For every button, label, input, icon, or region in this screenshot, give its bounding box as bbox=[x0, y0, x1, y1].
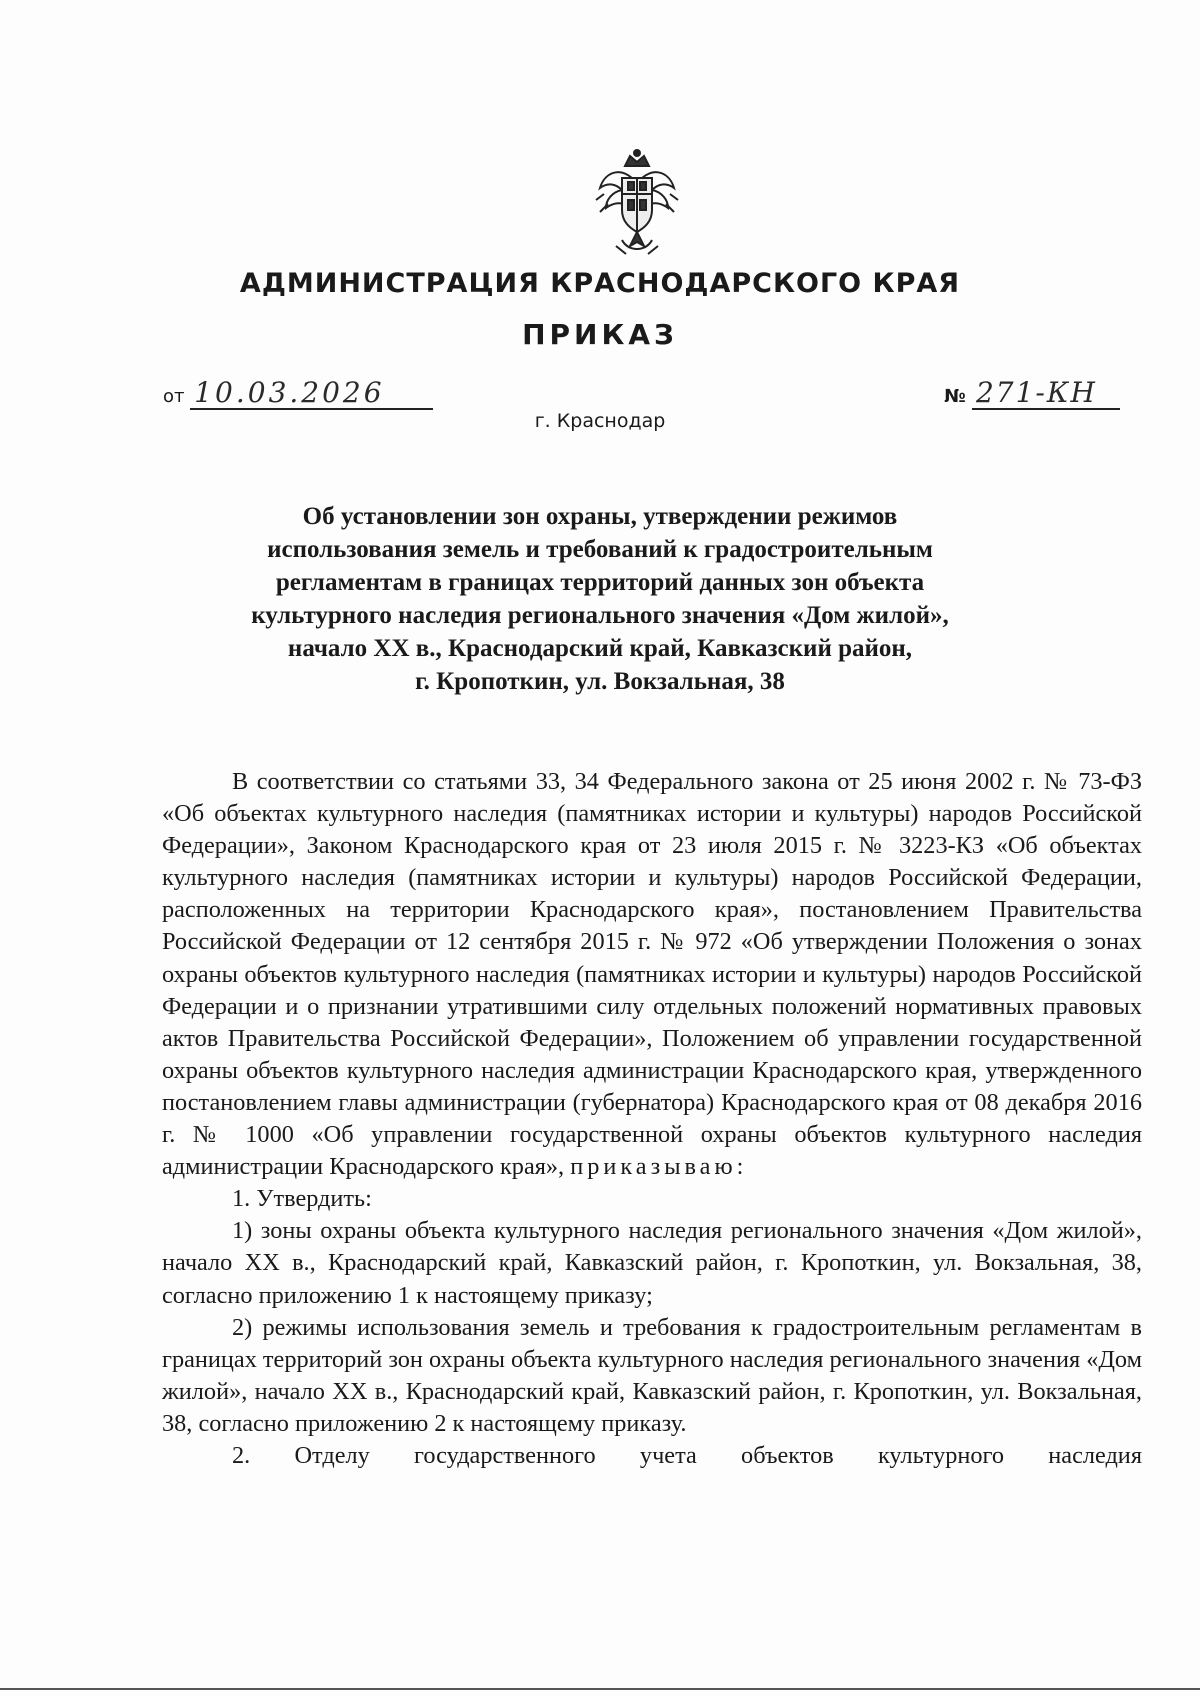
krasnodar-coat-of-arms-icon bbox=[592, 148, 682, 258]
title-line: г. Кропоткин, ул. Вокзальная, 38 bbox=[415, 668, 785, 695]
title-line: регламентам в границах территорий данных зон объекта bbox=[275, 569, 925, 596]
preamble-paragraph bbox=[162, 766, 1142, 1183]
preamble-text: В соответствии со статьями 33, 34 Федерального закона от 25 июня 2002 г. № 73-ФЗ «Об объектах культурного наследия (памятниках истории и культуры) народов Российской Федерации», Законом Краснодарского края от 23 июля 2015 г. № 3223-КЗ «Об объектах культурного наследия (памятниках истории и культуры) народов Российской Федерации, расположенных на территории Краснодарского края», постановлением Правительства Российской Федерации от 12 сентября 2015 г. № 972 «Об утверждении Положения о зонах охраны объектов культурного наследия (памятниках истории и культуры) народов Российской Федерации и о признании утратившими силу отдельных положений нормативных правовых актов Правительства Российской Федерации», Положением об управлении государственной охраны объектов культурного наследия администрации Краснодарского края, утвержденного постановлением главы администрации (губернатора) Краснодарского края от 08 декабря 2016 г. № 1000 «Об управлении государственной охраны объектов культурного наследия администрации Краснодарского края», bbox=[162, 768, 1142, 1181]
number-prefix: № bbox=[944, 386, 966, 407]
title-line: начало XX в., Краснодарский край, Кавказский район, bbox=[287, 635, 913, 662]
document-number bbox=[944, 376, 1144, 410]
item-1: 1. Утвердить: bbox=[232, 1185, 372, 1213]
item-1-2: 2) режимы использования земель и требования к градостроительным регламентам в границах территорий зон охраны объекта культурного наследия регионального значения «Дом жилой», начало XX в., Краснодарский край, Кавказский район, г. Кропоткин, ул. Вокзальная, 38, согласно приложению 2 к настоящему приказу. bbox=[162, 1313, 1142, 1437]
item-1-1: 1) зоны охраны объекта культурного наследия регионального значения «Дом жилой», начало XX в., Краснодарский край, Кавказский район, г. Кропоткин, ул. Вокзальная, 38, согласно приложению 1 к настоящему приказу; bbox=[162, 1217, 1142, 1309]
document-city: г. Краснодар bbox=[534, 410, 666, 432]
date-value: 10.03.2026 bbox=[190, 380, 433, 410]
document-type: ПРИКАЗ bbox=[522, 318, 678, 351]
item-2: 2. Отделу государственного учета объектов культурного наследия bbox=[232, 1441, 1142, 1469]
page-bottom-edge bbox=[0, 1688, 1200, 1690]
document-body bbox=[162, 766, 1142, 1472]
title-line: культурного наследия регионального значения «Дом жилой», bbox=[251, 602, 949, 629]
title-line: использования земель и требований к градостроительным bbox=[267, 536, 933, 563]
document-title bbox=[180, 500, 1020, 698]
document-date bbox=[163, 376, 453, 410]
order-word: приказываю: bbox=[570, 1153, 748, 1181]
date-prefix: от bbox=[163, 386, 185, 407]
organization-name: АДМИНИСТРАЦИЯ КРАСНОДАРСКОГО КРАЯ bbox=[239, 268, 961, 299]
number-value: 271-КН bbox=[972, 380, 1120, 410]
title-line: Об установлении зон охраны, утверждении режимов bbox=[302, 503, 898, 530]
